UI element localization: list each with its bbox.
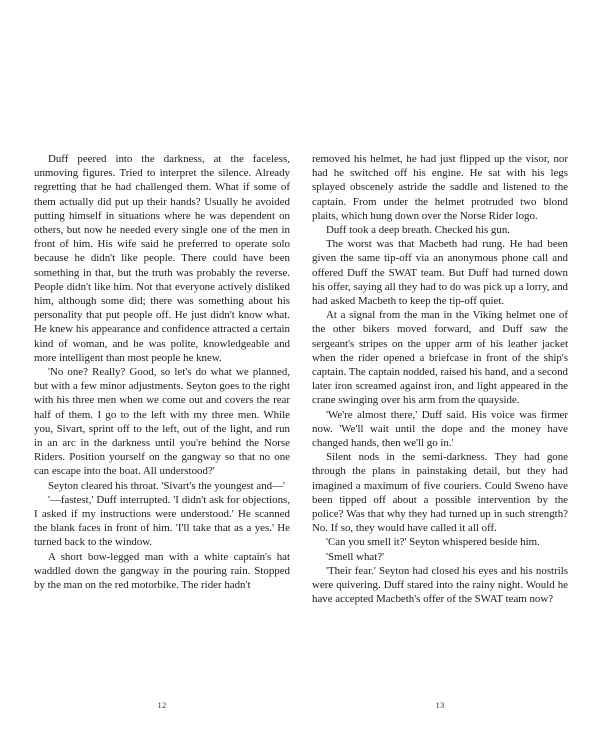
paragraph: A short bow-legged man with a white captain's hat waddled down the gangway in the pouring rain. Stopped by the man on the red motorbike. The rider hadn't xyxy=(34,550,290,592)
paragraph: 'We're almost there,' Duff said. His voice was firmer now. 'We'll wait until the dope and the money have changed hands, then we'll go in.' xyxy=(312,408,568,450)
paragraph: 'No one? Really? Good, so let's do what we planned, but with a few minor adjustments. Seyton goes to the right with his three men when we come out and covers the rear half of them. I go to the left with my three men. While you, Sivart, sprint off to the left, out of the light, and run in an arc in the darkness until you're behind the Norse Riders. Position yourself on the gangway so that no one can escape into the boat. All understood?' xyxy=(34,366,290,478)
paragraph: 'Their fear.' Seyton had closed his eyes and his nostrils were quivering. Duff stared into the rainy night. Would he have accepted Macbeth's offer of the SWAT team now? xyxy=(312,564,568,606)
paragraph: At a signal from the man in the Viking helmet one of the other bikers moved forward, and Duff saw the sergeant's stripes on the upper arm of his leather jacket when the rider opened a briefcase in front of the ship's captain. The captain nodded, raised his hand, and a second later iron screamed against iron, and light appeared in the crane swinging over his arm from the quayside. xyxy=(312,309,568,407)
paragraph: removed his helmet, he had just flipped up the visor, nor had he switched off his engine. He sat with his legs splayed obscenely astride the saddle and listened to the captain. From under the helmet protruded two blond plaits, which hung down over the Norse Rider logo. xyxy=(312,153,568,222)
paragraph: Seyton cleared his throat. 'Sivart's the youngest and—' xyxy=(48,479,285,492)
left-page xyxy=(34,152,290,592)
right-page xyxy=(312,152,568,607)
paragraph: 'Can you smell it?' Seyton whispered beside him. xyxy=(326,536,540,549)
paragraph: 'Smell what?' xyxy=(326,550,385,563)
paragraph: Silent nods in the semi-darkness. They had gone through the plans in painstaking detail, but they had imagined a maximum of five couriers. Could Sweno have been tipped off about a possible intervention by the police? Was that why they had turned up in such strength? No. If so, they would have called it all off. xyxy=(312,451,568,535)
page-number-right: 13 xyxy=(435,700,445,710)
page-number-left: 12 xyxy=(157,700,167,710)
paragraph: Duff peered into the darkness, at the faceless, unmoving figures. Tried to interpret the silence. Already regretting that he had challenged them. What if some of them actually did put up their hands? Usually he avoided putting himself in situations where he was dependent on others, but now he needed every single one of the men in front of him. His wife said he preferred to operate solo because he didn't like people. There could have been something in that, but the truth was probably the reverse. People didn't like him. Not that everyone actively disliked him, although some did; there was something about his personality that put people off. He just didn't know what. He knew his appearance and confidence attracted a certain kind of woman, and he was polite, knowledgeable and more intelligent than most people he knew. xyxy=(34,153,290,364)
paragraph: The worst was that Macbeth had rung. He had been given the same tip-off via an anonymous phone call and offered Duff the SWAT team. But Duff had turned down his offer, saying all they had to do was pick up a lorry, and had asked Macbeth to keep the tip-off quiet. xyxy=(312,238,568,308)
paragraph: Duff took a deep breath. Checked his gun. xyxy=(326,224,510,237)
paragraph: '—fastest,' Duff interrupted. 'I didn't ask for objections, I asked if my instructions were understood.' He scanned the blank faces in front of him. 'I'll take that as a yes.' He turned back to the window. xyxy=(34,493,290,549)
